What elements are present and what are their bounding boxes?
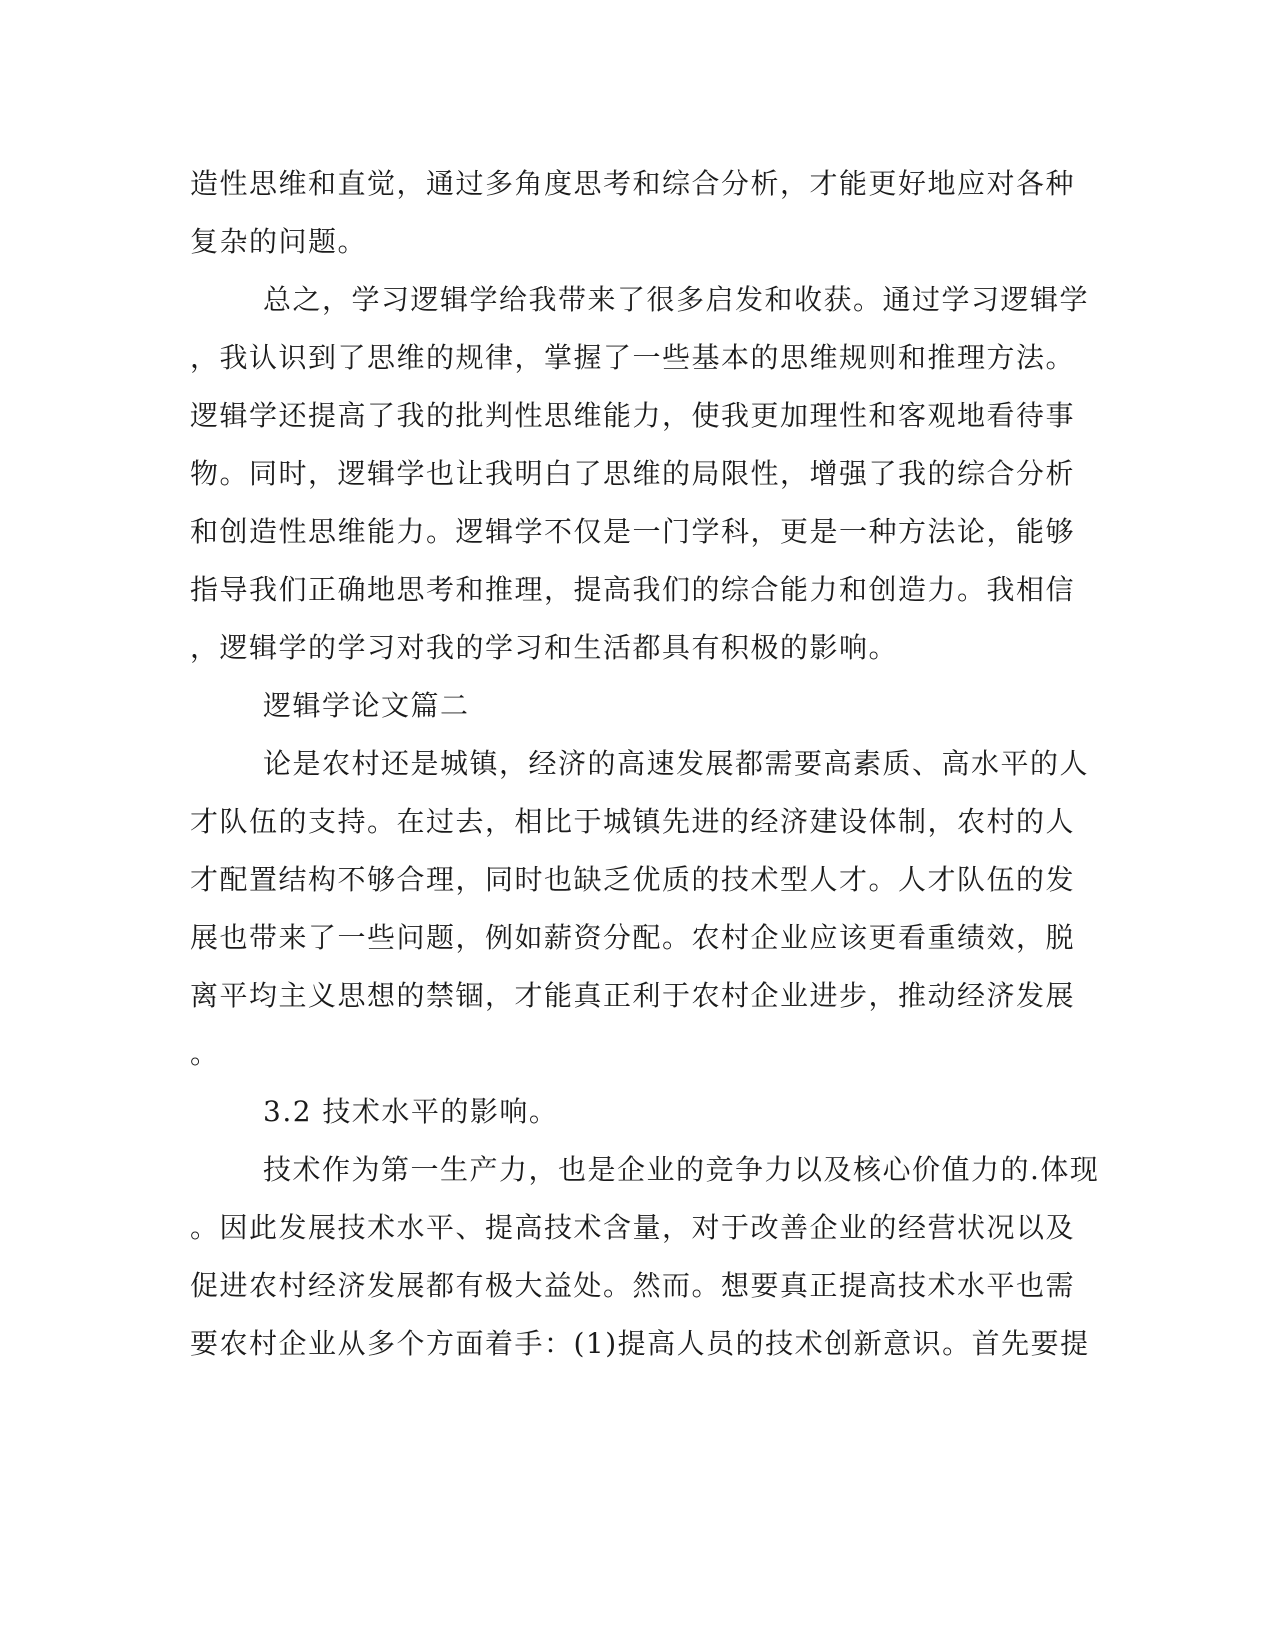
paragraph-start-line: 总之，学习逻辑学给我带来了很多启发和收获。通过学习逻辑学 [263,283,1090,316]
text-line: 。因此发展技术水平、提高技术含量，对于改善企业的经营状况以及 [190,1211,1076,1244]
section-heading: 逻辑学论文篇二 [263,689,470,722]
text-line: ，我认识到了思维的规律，掌握了一些基本的思维规则和推理方法。 [190,341,1076,374]
text-line: ，逻辑学的学习对我的学习和生活都具有积极的影响。 [190,631,899,664]
paragraph-start-line: 技术作为第一生产力，也是企业的竞争力以及核心价值力的.体现 [263,1153,1100,1186]
text-line: 逻辑学还提高了我的批判性思维能力，使我更加理性和客观地看待事 [190,399,1076,432]
text-line: 离平均主义思想的禁锢，才能真正利于农村企业进步，推动经济发展 [190,979,1076,1012]
text-line: 要农村企业从多个方面着手：(1)提高人员的技术创新意识。首先要提 [190,1327,1090,1360]
text-line: 复杂的问题。 [190,225,368,258]
text-line: 和创造性思维能力。逻辑学不仅是一门学科，更是一种方法论，能够 [190,515,1076,548]
text-line: 才配置结构不够合理，同时也缺乏优质的技术型人才。人才队伍的发 [190,863,1076,896]
text-line: 造性思维和直觉，通过多角度思考和综合分析，才能更好地应对各种 [190,167,1076,200]
text-line: 指导我们正确地思考和推理，提高我们的综合能力和创造力。我相信 [190,573,1076,606]
text-line: 。 [190,1037,220,1070]
text-line: 才队伍的支持。在过去，相比于城镇先进的经济建设体制，农村的人 [190,805,1076,838]
text-line: 展也带来了一些问题，例如薪资分配。农村企业应该更看重绩效，脱 [190,921,1076,954]
text-line: 促进农村经济发展都有极大益处。然而。想要真正提高技术水平也需 [190,1269,1076,1302]
subsection-heading: 3.2 技术水平的影响。 [263,1095,559,1128]
paragraph-start-line: 论是农村还是城镇，经济的高速发展都需要高素质、高水平的人 [263,747,1090,780]
text-line: 物。同时，逻辑学也让我明白了思维的局限性，增强了我的综合分析 [190,457,1076,490]
